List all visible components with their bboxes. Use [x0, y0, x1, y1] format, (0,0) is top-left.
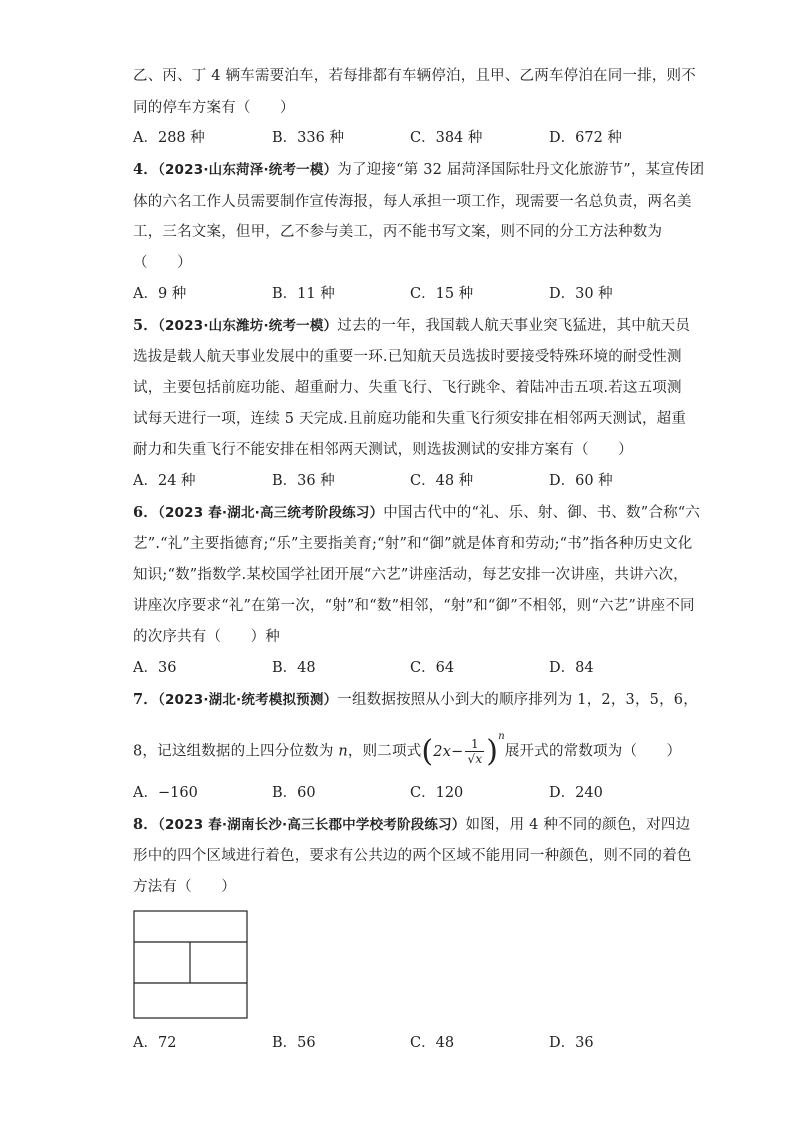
question-4-line-1 — [133, 160, 704, 180]
question-6-line-3: 知识;“数”指数学.某校国学社团开展“六艺”讲座活动，每艺安排一次讲座，共讲六次， — [133, 567, 688, 583]
question-6-line-1 — [133, 503, 700, 523]
question-text: 8，记这组数据的上四分位数为 — [133, 743, 339, 760]
question-text: 为了迎接“第 32 届菏泽国际牡丹文化旅游节”，某宣传团 — [337, 162, 705, 178]
question-number: 5． — [133, 317, 158, 334]
left-paren: ( — [421, 733, 434, 769]
option-d[interactable]: D．84 — [549, 660, 594, 676]
question-7-line-2 — [133, 731, 682, 769]
question-4-line-3: 工，三名文案，但甲，乙不参与美工，丙不能书写文案，则不同的分工方法种数为 — [133, 224, 663, 240]
option-c[interactable]: C．48 — [410, 1035, 455, 1051]
question-text: 过去的一年，我国载人航天事业突飞猛进，其中航天员 — [337, 318, 691, 334]
question-text: 展开式的常数项为（ ） — [504, 743, 682, 760]
question-number: 4． — [133, 161, 158, 178]
question-8-line-1 — [133, 815, 690, 835]
question-text: 中国古代中的“礼、乐、射、御、书、数”合称“六 — [383, 505, 701, 521]
right-paren: ) — [486, 733, 499, 769]
option-b[interactable]: B．48 — [272, 660, 316, 676]
question-number: 7． — [133, 691, 158, 708]
question-5-line-4: 试每天进行一项，连续 5 天完成.且前庭功能和失重飞行须安排在相邻两天测试，超重 — [133, 411, 687, 427]
question-text: 如图，用 4 种不同的颜色，对四边 — [465, 817, 691, 833]
question-5-line-1 — [133, 316, 690, 336]
option-d[interactable]: D．36 — [549, 1035, 594, 1051]
question-6-line-4: 讲座次序要求“礼”在第一次，“射”和“数”相邻，“射”和“御”不相邻，则“六艺”讲座不同 — [133, 598, 695, 614]
option-b[interactable]: B．36 种 — [272, 473, 335, 489]
option-a[interactable]: A．288 种 — [133, 130, 205, 146]
question-5-line-3: 试，主要包括前庭功能、超重耐力、失重飞行、飞行跳伞、着陆冲击五项.若这五项测 — [133, 380, 682, 396]
term-2x: 2x — [433, 743, 452, 760]
option-b[interactable]: B．11 种 — [272, 286, 335, 302]
question-number: 6． — [133, 504, 158, 521]
option-d[interactable]: D．30 种 — [549, 286, 613, 302]
option-c[interactable]: C．64 — [410, 660, 455, 676]
question-8-line-3: 方法有（ ） — [133, 879, 236, 895]
option-a[interactable]: A．24 种 — [133, 473, 196, 489]
option-b[interactable]: B．60 — [272, 785, 316, 801]
question-3-line-1: 乙、丙、丁 4 辆车需要泊车，若每排都有车辆停泊，且甲、乙两车停泊在同一排，则不 — [133, 68, 696, 84]
option-a[interactable]: A．−160 — [133, 785, 198, 801]
option-b[interactable]: B．56 — [272, 1035, 316, 1051]
question-source: （2023·湖北·统考模拟预测） — [158, 692, 338, 708]
question-source: （2023·山东菏泽·统考一模） — [158, 162, 338, 178]
question-6-line-2: 艺”.“礼”主要指德育;“乐”主要指美育;“射”和“御”就是体育和劳动;“书”指各种历史文化 — [133, 536, 693, 552]
option-d[interactable]: D．672 种 — [549, 130, 622, 146]
question-5-line-2: 选拔是载人航天事业发展中的重要一环.已知航天员选拔时要接受特殊环境的耐受性测 — [133, 349, 682, 365]
quadrilateral-regions-figure — [133, 910, 249, 1020]
question-4-line-4: （ ） — [133, 255, 192, 271]
question-text: 一组数据按照从小到大的顺序排列为 1，2，3，5，6， — [337, 692, 698, 708]
fraction-denominator: √x — [467, 752, 483, 766]
question-number: 8． — [133, 816, 158, 833]
option-c[interactable]: C．15 种 — [410, 286, 474, 302]
option-c[interactable]: C．48 种 — [410, 473, 474, 489]
option-d[interactable]: D．60 种 — [549, 473, 613, 489]
question-source: （2023 春·湖南长沙·高三长郡中学校考阶段练习） — [158, 817, 466, 833]
question-4-line-2: 体的六名工作人员需要制作宣传海报，每人承担一项工作，现需要一名总负责，两名美 — [133, 194, 692, 210]
option-c[interactable]: C．120 — [410, 785, 464, 801]
option-a[interactable]: A．9 种 — [133, 286, 187, 302]
option-b[interactable]: B．336 种 — [272, 130, 344, 146]
question-8-line-2: 形中的四个区域进行着色，要求有公共边的两个区域不能用同一种颜色，则不同的着色 — [133, 848, 692, 864]
question-5-line-5: 耐力和失重飞行不能安排在相邻两天测试，则选拔测试的安排方案有（ ） — [133, 442, 633, 458]
fraction — [465, 737, 484, 766]
question-source: （2023·山东潍坊·统考一模） — [158, 318, 338, 334]
question-text: ，则二项式 — [347, 743, 422, 760]
fraction-numerator: 1 — [465, 737, 484, 752]
minus-sign: − — [451, 743, 464, 760]
exponent-n: n — [498, 731, 505, 742]
option-a[interactable]: A．36 — [133, 660, 177, 676]
question-7-line-1 — [133, 690, 698, 710]
option-a[interactable]: A．72 — [133, 1035, 177, 1051]
question-source: （2023 春·湖北·高三统考阶段练习） — [158, 505, 384, 521]
question-6-line-5: 的次序共有（ ）种 — [133, 629, 280, 645]
question-3-line-2: 同的停车方案有（ ） — [133, 100, 295, 116]
option-d[interactable]: D．240 — [549, 785, 603, 801]
variable-n: n — [338, 743, 348, 760]
binomial-expression — [421, 731, 505, 769]
option-c[interactable]: C．384 种 — [410, 130, 483, 146]
